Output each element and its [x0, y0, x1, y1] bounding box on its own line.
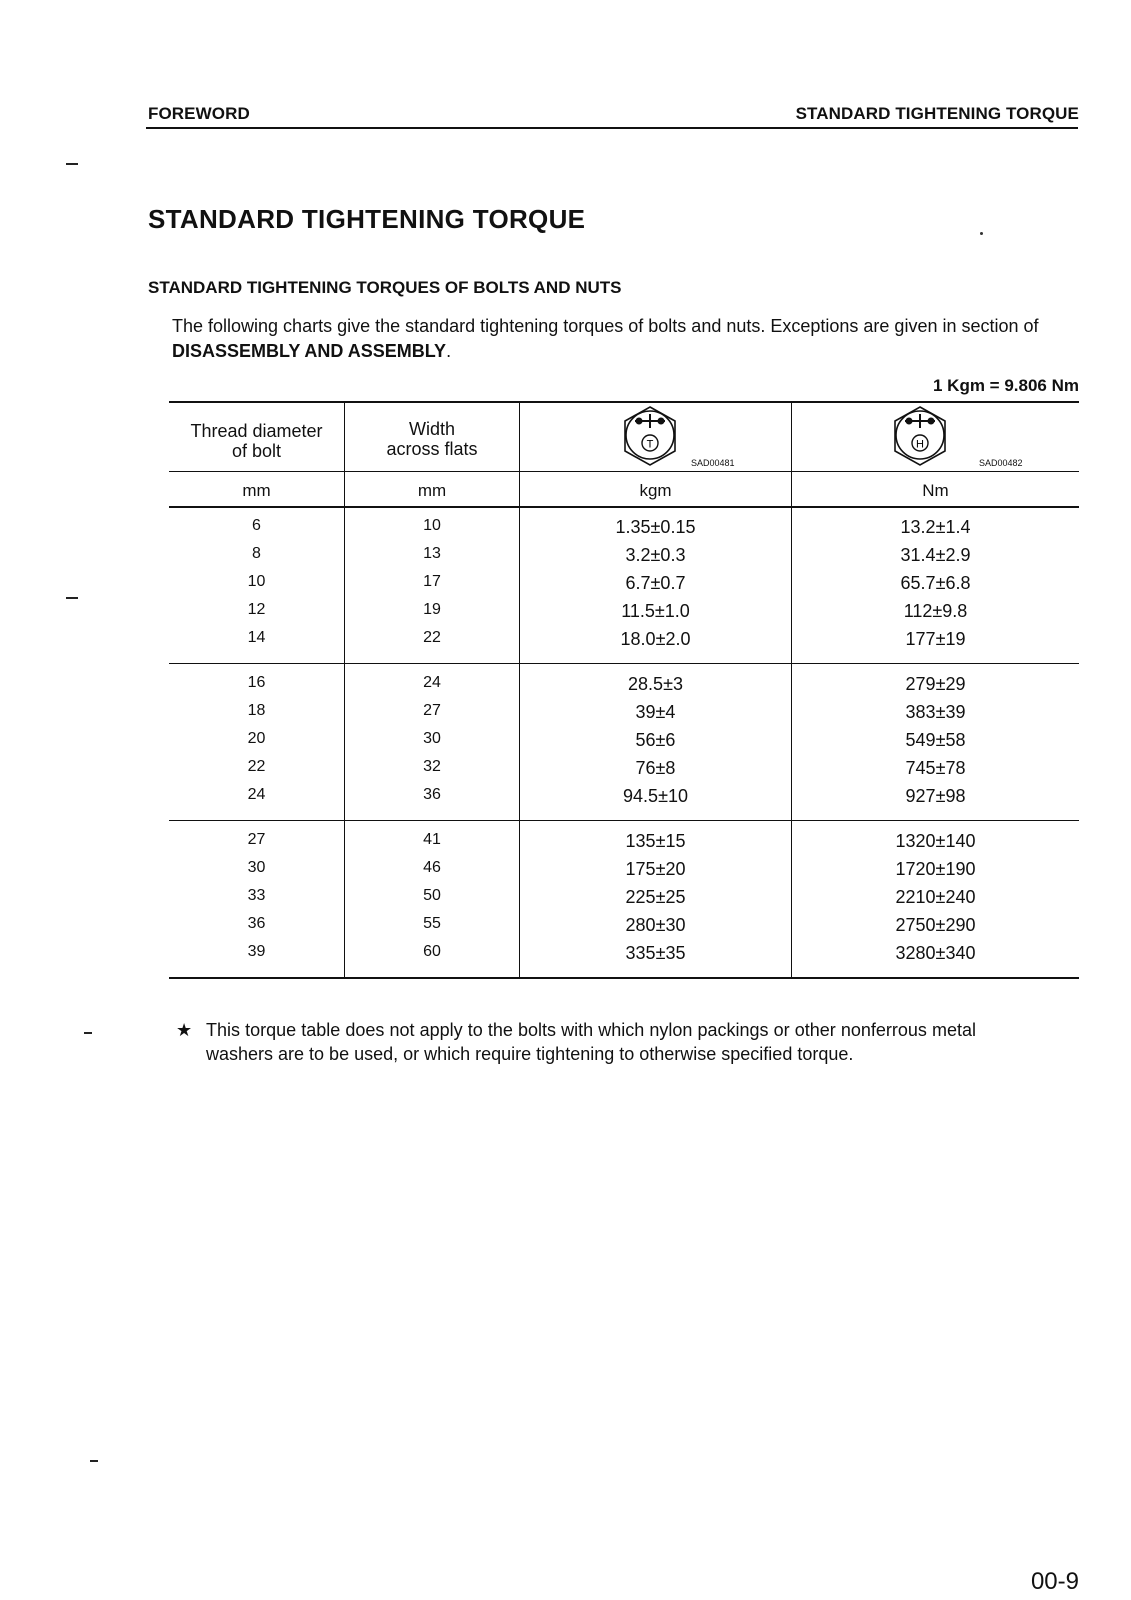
- intro-end: .: [446, 341, 452, 361]
- table-cell: 94.5±10: [623, 786, 688, 806]
- table-cell: 13: [423, 545, 441, 562]
- table-cell: 32: [423, 758, 441, 775]
- table-cell: 335±35: [625, 943, 686, 963]
- table-cell: 20: [247, 730, 266, 747]
- table-cell: 13.2±1.4: [900, 517, 971, 537]
- table-cell: 60: [423, 943, 441, 960]
- table-cell: 3.2±0.3: [625, 545, 686, 565]
- table-top-rule: [169, 401, 1079, 403]
- table-cell: 55: [423, 915, 441, 932]
- table-cell: 28.5±3: [628, 674, 683, 694]
- star-icon: ★: [176, 1020, 193, 1040]
- page-number: 00-9: [1030, 1568, 1079, 1595]
- table-cell: 46: [423, 859, 441, 876]
- header-left: FOREWORD: [148, 104, 250, 123]
- table-cell: 39±4: [635, 702, 676, 722]
- table-cell: 383±39: [905, 702, 966, 722]
- table-cell: 279±29: [905, 674, 966, 694]
- header-width-line1: Width: [408, 419, 455, 439]
- table-cell: 10: [247, 573, 266, 590]
- table-group-rule: [169, 820, 1079, 821]
- table-units-rule: [169, 506, 1079, 508]
- table-cell: 1720±190: [895, 859, 976, 879]
- header-rule: [146, 127, 1078, 129]
- table-cell: 41: [423, 831, 441, 848]
- table-cell: 927±98: [905, 786, 966, 806]
- table-cell: 18: [247, 702, 266, 719]
- margin-mark: [90, 1460, 98, 1462]
- header-thread-line1: Thread diameter: [190, 421, 323, 441]
- section-subtitle: STANDARD TIGHTENING TORQUES OF BOLTS AND NUTS: [148, 278, 622, 297]
- table-cell: 36: [423, 786, 441, 803]
- table-cell: 18.0±2.0: [620, 629, 691, 649]
- table-cell: 1320±140: [895, 831, 976, 851]
- intro-paragraph: [172, 314, 1092, 364]
- table-cell: 549±58: [905, 730, 966, 750]
- intro-bold: DISASSEMBLY AND ASSEMBLY: [172, 341, 447, 361]
- figure-code-h: SAD00482: [979, 458, 1023, 468]
- table-cell: 6: [252, 517, 261, 534]
- header-thread-line2: of bolt: [231, 441, 282, 461]
- table-cell: 8: [252, 545, 261, 562]
- table-cell: 24: [247, 786, 266, 803]
- figure-code-t: SAD00481: [691, 458, 735, 468]
- table-cell: 11.5±1.0: [621, 601, 690, 621]
- table-cell: 39: [247, 943, 266, 960]
- speck: [980, 232, 983, 235]
- table-cell: 135±15: [625, 831, 686, 851]
- table-cell: 280±30: [625, 915, 686, 935]
- table-cell: 745±78: [905, 758, 966, 778]
- table-cell: 22: [423, 629, 441, 646]
- table-cell: 56±6: [635, 730, 676, 750]
- bolt-t-letter: T: [646, 438, 654, 451]
- bolt-h-icon: [887, 405, 953, 469]
- table-cell: 16: [247, 674, 266, 691]
- table-cell: 175±20: [625, 859, 686, 879]
- table-bottom-rule: [169, 977, 1079, 979]
- table-cell: 19: [423, 601, 441, 618]
- footnote-text: This torque table does not apply to the bolts with which nylon packings or other nonferrous metal washers are to be used, or which require tightening to otherwise specified torque.: [206, 1020, 976, 1064]
- header-right: STANDARD TIGHTENING TORQUE: [795, 104, 1079, 123]
- table-cell: 12: [247, 601, 266, 618]
- table-cell: 36: [247, 915, 266, 932]
- page-title: STANDARD TIGHTENING TORQUE: [148, 204, 586, 234]
- table-cell: 22: [247, 758, 266, 775]
- margin-mark: [84, 1032, 92, 1034]
- table-cell: 112±9.8: [903, 601, 968, 621]
- table-cell: 14: [247, 629, 266, 646]
- table-cell: 225±25: [625, 887, 686, 907]
- table-cell: 3280±340: [895, 943, 976, 963]
- table-group-rule: [169, 663, 1079, 664]
- table-cell: 1.35±0.15: [615, 517, 696, 537]
- unit-nm: Nm: [922, 481, 949, 500]
- footnote: [176, 1018, 976, 1066]
- table-cell: 6.7±0.7: [625, 573, 686, 593]
- margin-mark: [66, 163, 78, 165]
- unit-width: mm: [417, 481, 447, 500]
- table-cell: 76±8: [635, 758, 676, 778]
- table-cell: 2750±290: [895, 915, 976, 935]
- unit-conversion: 1 Kgm = 9.806 Nm: [933, 376, 1079, 395]
- header-width-across-flats: [345, 419, 519, 459]
- unit-thread: mm: [242, 481, 271, 500]
- margin-mark: [66, 597, 78, 599]
- table-cell: 65.7±6.8: [900, 573, 971, 593]
- table-cell: 30: [423, 730, 441, 747]
- header-thread-diameter: [169, 421, 344, 461]
- table-cell: 31.4±2.9: [900, 545, 971, 565]
- table-cell: 33: [247, 887, 266, 904]
- table-cell: 50: [423, 887, 441, 904]
- table-cell: 30: [247, 859, 266, 876]
- table-cell: 10: [423, 517, 441, 534]
- table-cell: 24: [423, 674, 441, 691]
- bolt-h-letter: H: [916, 438, 924, 451]
- bolt-t-icon: [617, 405, 683, 469]
- table-cell: 177±19: [905, 629, 966, 649]
- table-cell: 27: [423, 702, 441, 719]
- unit-kgm: kgm: [639, 481, 672, 500]
- header-width-line2: across flats: [386, 439, 478, 459]
- table-cell: 17: [423, 573, 441, 590]
- intro-text: The following charts give the standard tightening torques of bolts and nuts. Exceptions are given in section of: [172, 316, 1039, 336]
- table-cell: 2210±240: [895, 887, 976, 907]
- table-header-rule: [169, 471, 1079, 472]
- table-cell: 27: [247, 831, 266, 848]
